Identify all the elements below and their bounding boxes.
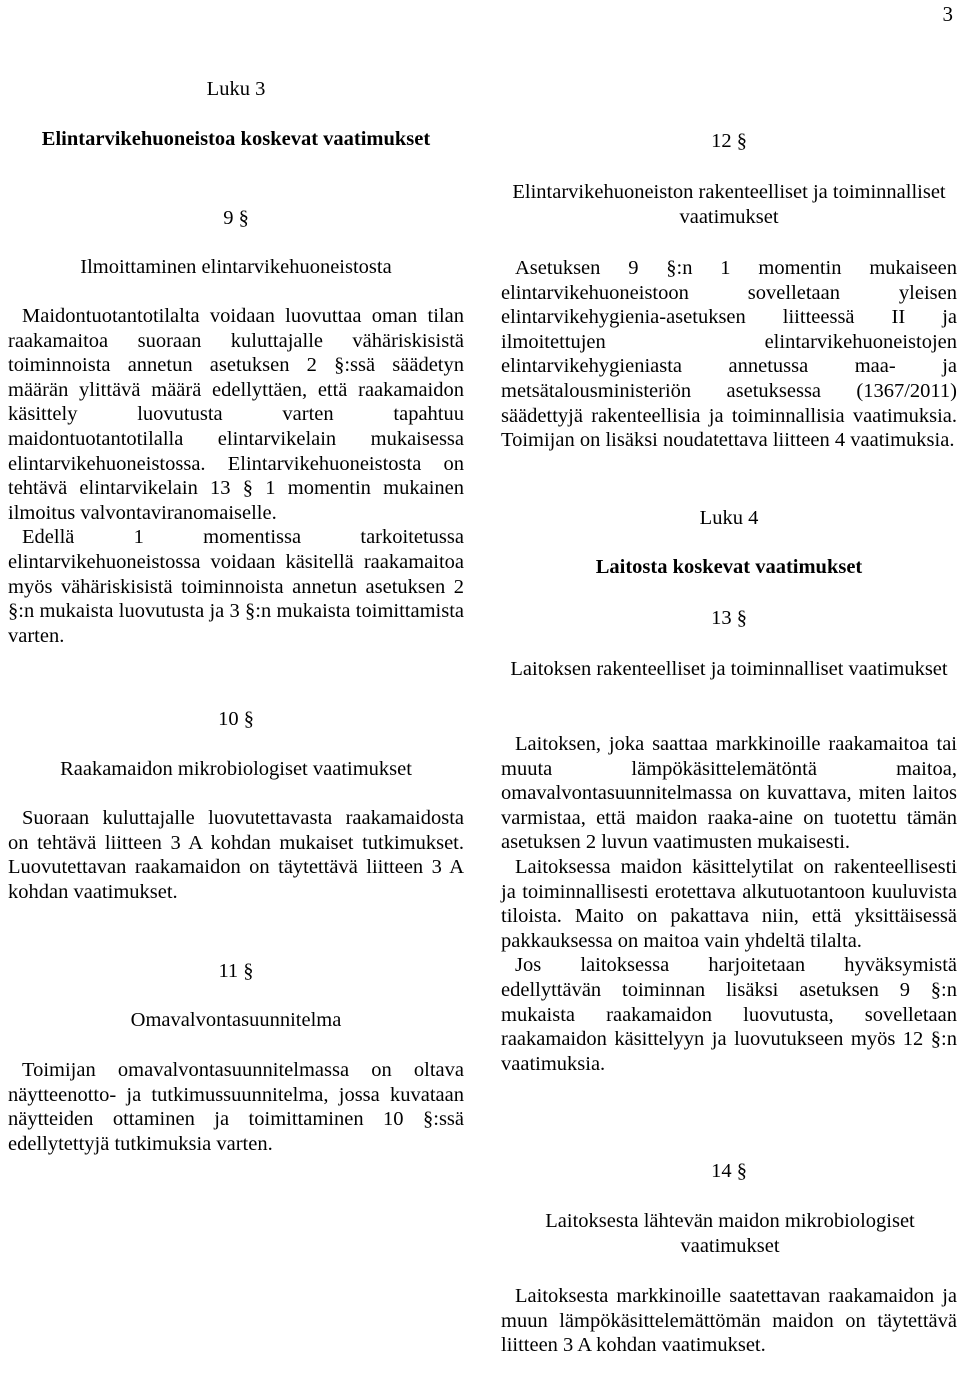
section-13-title: Laitoksen rakenteelliset ja toiminnalliset vaatimukset	[510, 658, 948, 680]
chapter-3-heading: Luku 3	[206, 78, 266, 100]
section-14-number: 14 §	[711, 1160, 747, 1182]
section-10-number: 10 §	[218, 708, 254, 730]
section-11-paragraph-1: Toimijan omavalvontasuunnitelmassa on oltava näytteenotto- ja tutkimussuunnitelma, jossa kuvataan näytteiden ottaminen ja toimittaminen 10 §:ssä edellytettyjä tutkimuksia varten.	[8, 1059, 464, 1155]
section-9-paragraph-1: Maidontuotantotilalta voidaan luovuttaa oman tilan raakamaitoa suoraan kuluttajalle vähäriskisistä toiminnoista annetun asetuksen 2 §:ssä säädetyn määrän ylittävä määrä edellyttäen, että raakamaidon käsittely luovutusta varten tapahtuu maidontuotantotilalla elintarvikelain mukaisessa elintarvikehuoneistossa. Elintarvikehuoneistosta on tehtävä elintarvikelain 13 § 1 momentin mukainen ilmoitus valvontaviranomaiselle.	[8, 305, 464, 524]
section-14-title: Laitoksesta lähtevän maidon mikrobiologiset vaatimukset	[545, 1210, 915, 1257]
section-10-title: Raakamaidon mikrobiologiset vaatimukset	[60, 758, 412, 780]
section-13-paragraph-3: Jos laitoksessa harjoitetaan hyväksymistä edellyttävän toiminnan lisäksi asetuksen 9 §:n mukaista raakamaidon luovutusta, sovelletaan raakamaidon käsittelyyn ja luovutukseen myös 12 §:n vaatimuksia.	[501, 954, 957, 1075]
chapter-4-title: Laitosta koskevat vaatimukset	[595, 556, 863, 578]
section-11-title: Omavalvontasuunnitelma	[130, 1009, 342, 1031]
section-12-paragraph-1: Asetuksen 9 §:n 1 momentin mukaiseen elintarvikehuoneistoon sovelletaan yleisen elintarvikehygienia-asetuksen liitteessä II ja ilmoitettujen elintarvikehuoneistojen elintarvikehygieniasta annetussa maa- ja metsätalousministeriön asetuksessa (1367/2011) säädettyjä rakenteellisia ja toiminnallisia vaatimuksia. Toimijan on lisäksi noudatettava liitteen 4 vaatimuksia.	[501, 257, 957, 452]
section-12-title: Elintarvikehuoneiston rakenteelliset ja toiminnalliset vaatimukset	[512, 181, 946, 228]
section-13-body	[501, 732, 957, 1076]
section-9-paragraph-2: Edellä 1 momentissa tarkoitetussa elintarvikehuoneistossa voidaan käsitellä raakamaitoa myös vähäriskisistä toiminnoista annetun asetuksen 2 §:n mukaista luovutusta ja 3 §:n mukaista toimittamista varten.	[8, 526, 464, 647]
section-13-number: 13 §	[711, 607, 747, 629]
section-9-body	[8, 304, 464, 648]
section-12-body	[501, 256, 957, 453]
section-12-number: 12 §	[711, 130, 747, 152]
section-10-paragraph-1: Suoraan kuluttajalle luovutettavasta raakamaidosta on tehtävä liitteen 3 A kohdan mukaiset tutkimukset. Luovutettavan raakamaidon on täytettävä liitteen 3 A kohdan vaatimukset.	[8, 807, 464, 903]
section-14-paragraph-1: Laitoksesta markkinoille saatettavan raakamaidon ja muun lämpökäsittelemättömän maidon on täytettävä liitteen 3 A kohdan vaatimukset.	[501, 1285, 957, 1357]
section-11-body	[8, 1058, 464, 1156]
section-11-number: 11 §	[218, 960, 254, 982]
section-13-paragraph-2: Laitoksessa maidon käsittelytilat on rakenteellisesti ja toiminnallisesti erotettava alkutuotantoon kuuluvista tiloista. Maito on pakattava niin, että yksittäisessä pakkauksessa on maitoa vain yhdeltä tilalta.	[501, 855, 957, 952]
section-10-body	[8, 806, 464, 904]
chapter-3-title: Elintarvikehuoneistoa koskevat vaatimukset	[41, 128, 431, 150]
section-13-paragraph-1: Laitoksen, joka saattaa markkinoille raakamaitoa tai muuta lämpökäsittelemätöntä maitoa, omavalvontasuunnitelmassa on kuvattava, miten laitos varmistaa, että maidon raaka-aine on tuotettu tämän asetuksen 2 luvun vaatimusten mukaisesti.	[501, 733, 957, 854]
chapter-4-heading: Luku 4	[699, 507, 759, 529]
page-number: 3	[942, 2, 953, 26]
section-9-title: Ilmoittaminen elintarvikehuoneistosta	[80, 256, 392, 278]
section-9-number: 9 §	[223, 207, 249, 229]
section-14-body	[501, 1284, 957, 1358]
